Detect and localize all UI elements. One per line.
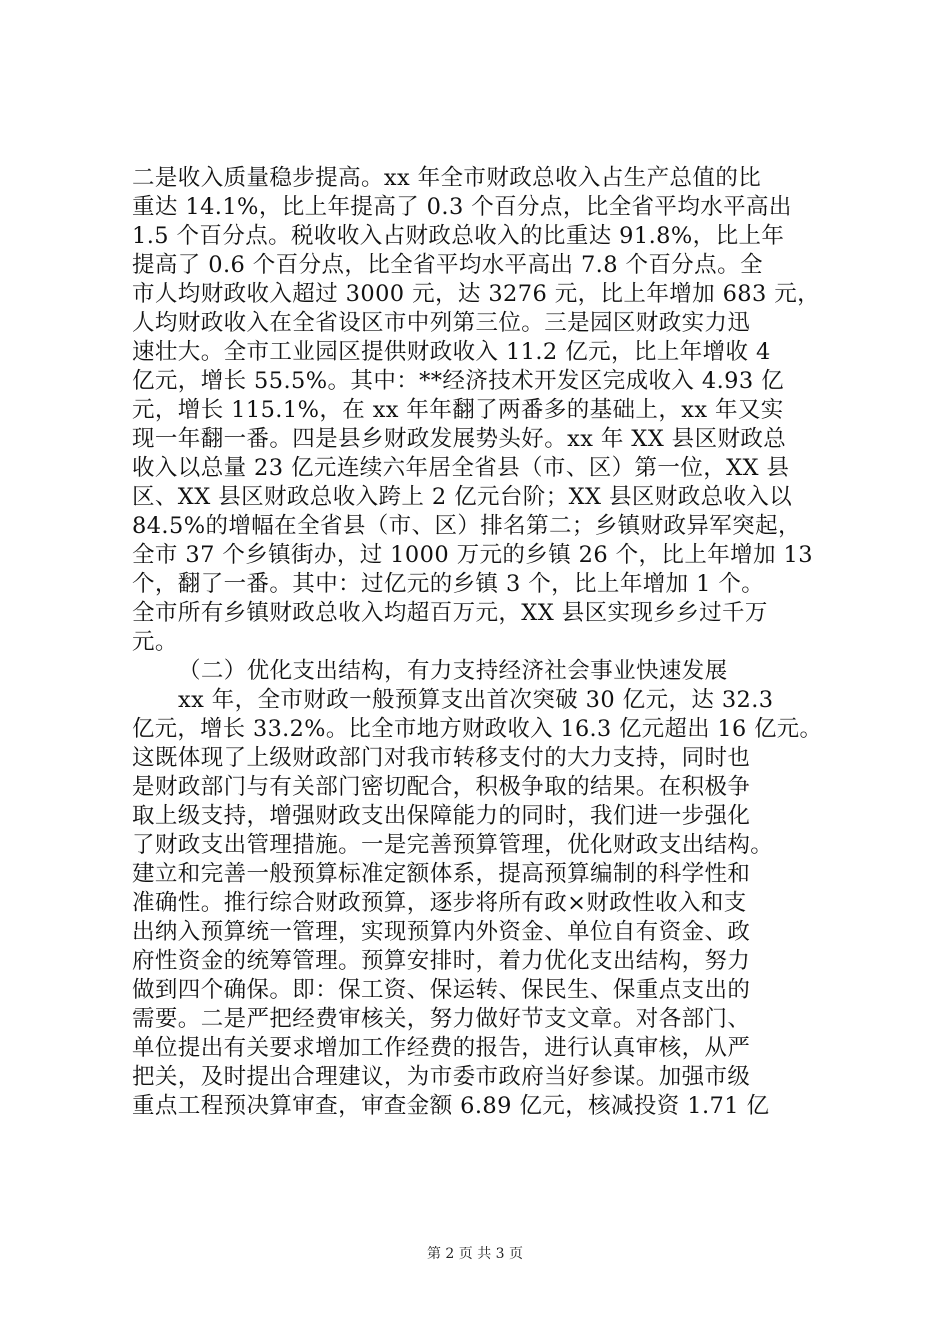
- body-text-line: 了财政支出管理措施。一是完善预算管理，优化财政支出结构。: [132, 832, 774, 858]
- body-text-line: 全市 37 个乡镇街办，过 1000 万元的乡镇 26 个，比上年增加 13: [132, 542, 813, 568]
- body-text-line: 元。: [132, 629, 178, 655]
- body-text-line: 这既体现了上级财政部门对我市转移支付的大力支持，同时也: [132, 745, 751, 771]
- body-text-line: 做到四个确保。即：保工资、保运转、保民生、保重点支出的: [132, 977, 751, 1003]
- section-heading: （二）优化支出结构，有力支持经济社会事业快速发展: [178, 658, 728, 684]
- body-text-line: 是财政部门与有关部门密切配合，积极争取的结果。在积极争: [132, 774, 751, 800]
- body-text-line: 需要。二是严把经费审核关，努力做好节支文章。对各部门、: [132, 1006, 751, 1032]
- page-number-footer: 第 2 页 共 3 页: [426, 1246, 524, 1262]
- body-text-line: 市人均财政收入超过 3000 元，达 3276 元，比上年增加 683 元，: [132, 281, 821, 307]
- body-text-line: 现一年翻一番。四是县乡财政发展势头好。xx 年 XX 县区财政总: [132, 426, 787, 452]
- body-text-line: 元，增长 115.1%，在 xx 年年翻了两番多的基础上，xx 年又实: [132, 397, 784, 423]
- body-text-line: 建立和完善一般预算标准定额体系，提高预算编制的科学性和: [132, 861, 751, 887]
- body-text-line: 区、XX 县区财政总收入跨上 2 亿元台阶；XX 县区财政总收入以: [132, 484, 793, 510]
- body-text-line: 出纳入预算统一管理，实现预算内外资金、单位自有资金、政: [132, 919, 751, 945]
- body-text-line: xx 年，全市财政一般预算支出首次突破 30 亿元，达 32.3: [178, 687, 774, 713]
- body-text-line: 收入以总量 23 亿元连续六年居全省县（市、区）第一位，XX 县: [132, 455, 790, 481]
- body-text-line: 二是收入质量稳步提高。xx 年全市财政总收入占生产总值的比: [132, 165, 762, 191]
- body-text-line: 准确性。推行综合财政预算，逐步将所有政×财政性收入和支: [132, 890, 747, 916]
- body-text-line: 速壮大。全市工业园区提供财政收入 11.2 亿元，比上年增收 4: [132, 339, 771, 365]
- body-text-line: 取上级支持，增强财政支出保障能力的同时，我们进一步强化: [132, 803, 751, 829]
- body-text-line: 重达 14.1%，比上年提高了 0.3 个百分点，比全省平均水平高出: [132, 194, 792, 220]
- body-text-line: 1.5 个百分点。税收收入占财政总收入的比重达 91.8%，比上年: [132, 223, 785, 249]
- body-text-line: 重点工程预决算审查，审查金额 6.89 亿元，核减投资 1.71 亿: [132, 1093, 770, 1119]
- body-text-line: 全市所有乡镇财政总收入均超百万元，XX 县区实现乡乡过千万: [132, 600, 768, 626]
- body-text-line: 亿元，增长 55.5%。其中：**经济技术开发区完成收入 4.93 亿: [132, 368, 785, 394]
- body-text-line: 单位提出有关要求增加工作经费的报告，进行认真审核，从严: [132, 1035, 751, 1061]
- body-text-line: 84.5%的增幅在全省县（市、区）排名第二；乡镇财政异军突起，: [132, 513, 801, 539]
- body-text-line: 亿元，增长 33.2%。比全市地方财政收入 16.3 亿元超出 16 亿元。: [132, 716, 823, 742]
- body-text-line: 把关，及时提出合理建议，为市委市政府当好参谋。加强市级: [132, 1064, 751, 1090]
- body-text-line: 个，翻了一番。其中：过亿元的乡镇 3 个，比上年增加 1 个。: [132, 571, 765, 597]
- body-text-line: 提高了 0.6 个百分点，比全省平均水平高出 7.8 个百分点。全: [132, 252, 763, 278]
- body-text-line: 府性资金的统筹管理。预算安排时，着力优化支出结构，努力: [132, 948, 751, 974]
- body-text-line: 人均财政收入在全省设区市中列第三位。三是园区财政实力迅: [132, 310, 751, 336]
